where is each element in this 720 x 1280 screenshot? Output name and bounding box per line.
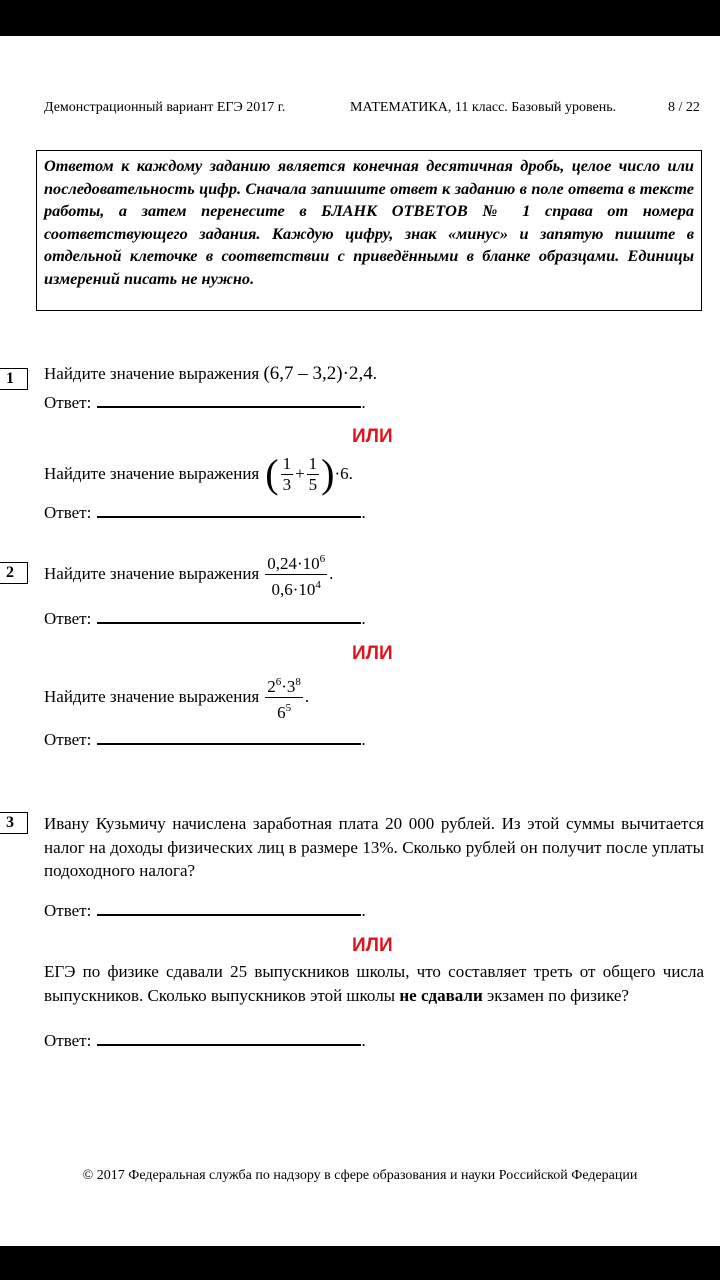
task-2a-question: Найдите значение выражения $\frac{0,24\cdot 10^6}{0,6\cdot 10^4}$ .: [44, 550, 333, 598]
document-page: [0, 36, 720, 1246]
answer-field[interactable]: [97, 729, 361, 745]
task-number-3: 3: [0, 812, 28, 834]
answer-label: Ответ:: [44, 503, 92, 522]
header-left: Демонстрационный вариант ЕГЭ 2017 г.: [44, 100, 286, 115]
task-1a-question: Найдите значение выражения (6,7 – 3,2)·2,4.: [44, 363, 377, 384]
task-3b-text-start: ЕГЭ по физике сдавали 25 выпускников школы, что составляет треть от общего числа выпускников. Сколько выпускников этой школы: [44, 962, 704, 1005]
plus-sign: +: [295, 464, 305, 483]
or-label: ИЛИ: [352, 426, 393, 447]
find-value-label: Найдите значение выражения: [44, 564, 260, 583]
answer-label: Ответ:: [44, 901, 92, 920]
answer-field[interactable]: [97, 608, 361, 624]
task-3a-answer: Ответ: .: [44, 901, 366, 920]
or-label: ИЛИ: [352, 935, 393, 956]
fraction-powers: $\frac{2^6\cdot 3^8}{6^5}$: [265, 672, 303, 723]
or-label: ИЛИ: [352, 643, 393, 664]
find-value-label: Найдите значение выражения: [44, 364, 260, 383]
task-number-2: 2: [0, 562, 28, 584]
fraction-1-5: $\frac{1}{5}$: [308, 453, 318, 494]
answer-field[interactable]: [97, 900, 361, 916]
instructions-box: Ответом к каждому заданию является конечная десятичная дробь, целое число или последовательность цифр. Сначала запишите ответ к заданию в поле ответа в тексте работы, а затем перенесите в БЛАНК ОТВЕТОВ № 1 справа от номера соответствующего задания. Каждую цифру, знак «минус» и запятую пишите в отдельной клеточке в соответствии с приведёнными в бланке образцами. Единицы измерений писать не нужно.: [36, 150, 702, 311]
header-center: МАТЕМАТИКА, 11 класс. Базовый уровень.: [350, 100, 617, 115]
task-2b-answer: Ответ: .: [44, 730, 366, 749]
footer-copyright: © 2017 Федеральная служба по надзору в сфере образования и науки Российской Федерации: [82, 1168, 638, 1183]
task-3b-text-end: экзамен по физике?: [487, 985, 629, 1005]
fraction-1-3: $\frac{1}{3}$: [282, 453, 292, 494]
find-value-label: Найдите значение выражения: [44, 464, 260, 483]
task-1a-answer: Ответ: .: [44, 393, 366, 412]
task-2b-question: Найдите значение выражения $\frac{2^6\cdot 3^8}{6^5}$ .: [44, 672, 309, 722]
task-1b-question: Найдите значение выражения ( $\frac{1}{3}$ + $\frac{1}{5}$ ) ·6 .: [44, 451, 353, 496]
answer-label: Ответ:: [44, 1031, 92, 1050]
find-value-label: Найдите значение выражения: [44, 687, 260, 706]
task-1a-expression: (6,7 – 3,2)·2,4: [263, 363, 373, 384]
task-3b-answer: Ответ: .: [44, 1031, 366, 1050]
task-3b-text: [44, 960, 704, 1007]
task-3b-text-bold: не сдавали: [399, 985, 483, 1005]
task-3a-text: Ивану Кузьмичу начислена заработная плата 20 000 рублей. Из этой суммы вычитается налог на доходы физических лиц в размере 13%. Сколько рублей он получит после уплаты подоходного налога?: [44, 814, 704, 880]
fraction-power-ten: $\frac{0,24\cdot 10^6}{0,6\cdot 10^4}$: [265, 549, 327, 600]
answer-label: Ответ:: [44, 609, 92, 628]
answer-label: Ответ:: [44, 393, 92, 412]
answer-field[interactable]: [97, 1030, 361, 1046]
task-number-1: 1: [0, 368, 28, 390]
answer-field[interactable]: [97, 392, 361, 408]
multiplier: ·6: [334, 464, 349, 483]
answer-label: Ответ:: [44, 730, 92, 749]
task-2a-answer: Ответ: .: [44, 609, 366, 628]
task-1b-answer: Ответ: .: [44, 503, 366, 522]
header-page-number: 8 / 22: [668, 100, 700, 115]
answer-field[interactable]: [97, 502, 361, 518]
